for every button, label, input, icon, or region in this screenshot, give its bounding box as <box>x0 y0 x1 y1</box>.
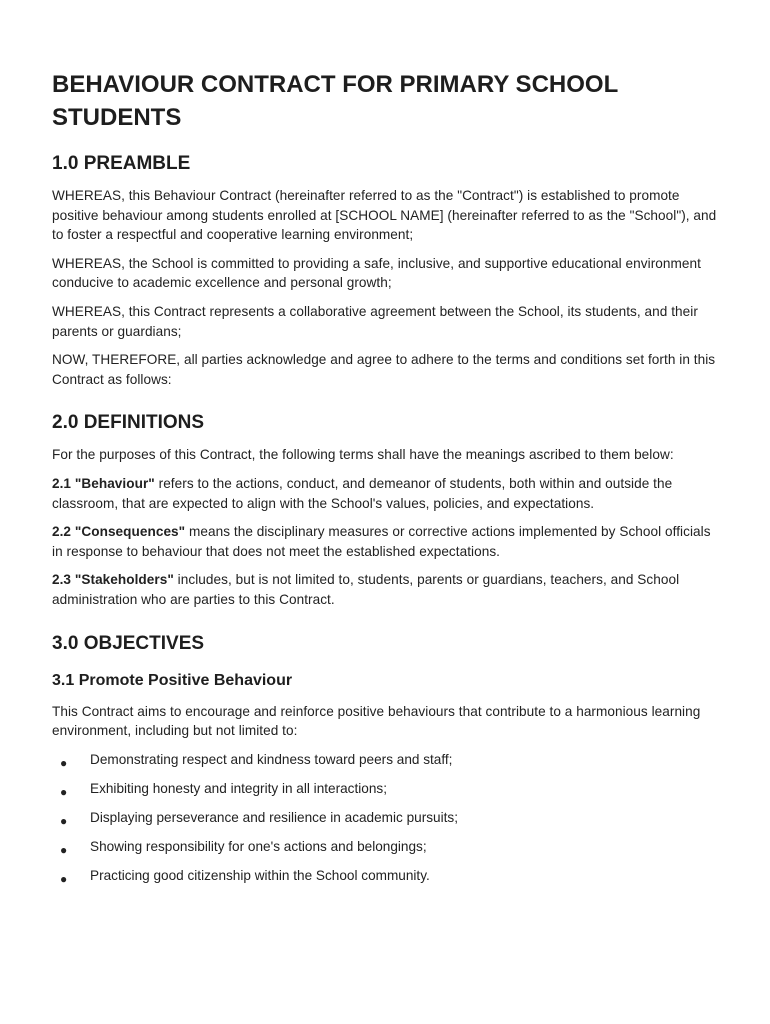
definition-item <box>52 522 720 561</box>
definition-text: includes, but is not limited to, students, parents or guardians, teachers, and School administration who are parties to this Contract. <box>52 572 680 607</box>
objectives-intro: This Contract aims to encourage and reinforce positive behaviours that contribute to a harmonious learning environment, including but not limited to: <box>52 703 701 739</box>
definition-term: 2.3 "Stakeholders" <box>52 572 174 588</box>
preamble-paragraph: NOW, THEREFORE, all parties acknowledge and agree to adhere to the terms and conditions set forth in this Contract as follows: <box>52 352 716 387</box>
subsection-promote-positive-behaviour <box>52 670 720 886</box>
definitions-heading: 2.0 DEFINITIONS <box>52 412 205 434</box>
bullet-icon: ● <box>60 784 68 799</box>
subsection-heading: 3.1 Promote Positive Behaviour <box>52 671 293 689</box>
definition-term: 2.1 "Behaviour" <box>52 475 155 491</box>
behaviour-list <box>52 750 720 886</box>
list-item-text: Demonstrating respect and kindness toward peers and staff; <box>90 751 453 767</box>
preamble-heading: 1.0 PREAMBLE <box>52 153 191 174</box>
definition-text: means the disciplinary measures or corrective actions implemented by School officials in response to behaviour that does not meet the established expectations. <box>52 524 711 559</box>
definition-item <box>52 474 720 513</box>
definition-term: 2.2 "Consequences" <box>52 524 186 540</box>
list-item <box>52 837 720 857</box>
section-objectives <box>52 632 720 886</box>
list-item <box>52 779 720 799</box>
definition-text: refers to the actions, conduct, and demeanor of students, both within and outside the classroom, that are expected to align with the School's values, policies, and expectations. <box>52 475 673 511</box>
definitions-intro: For the purposes of this Contract, the following terms shall have the meanings ascribed to them below: <box>52 447 674 463</box>
preamble-paragraph: WHEREAS, this Behaviour Contract (hereinafter referred to as the "Contract") is established to promote positive behaviour among students enrolled at [SCHOOL NAME] (hereinafter referred to as the "School"), and to foster a respectful and cooperative learning environment; <box>52 188 717 243</box>
preamble-paragraph: WHEREAS, the School is committed to providing a safe, inclusive, and supportive educational environment conducive to academic excellence and personal growth; <box>52 255 701 291</box>
preamble-paragraph: WHEREAS, this Contract represents a collaborative agreement between the School, its students, and their parents or guardians; <box>52 303 698 339</box>
bullet-icon: ● <box>60 872 68 887</box>
list-item <box>52 808 720 828</box>
definition-item <box>52 570 720 609</box>
list-item-text: Practicing good citizenship within the School community. <box>90 868 430 884</box>
document-title: BEHAVIOUR CONTRACT FOR PRIMARY SCHOOL STUDENTS <box>52 71 618 131</box>
list-item-text: Showing responsibility for one's actions and belongings; <box>90 838 427 854</box>
objectives-heading: 3.0 OBJECTIVES <box>52 632 205 654</box>
bullet-icon: ● <box>60 755 68 770</box>
list-item <box>52 866 720 886</box>
list-item-text: Displaying perseverance and resilience in academic pursuits; <box>90 809 458 825</box>
list-item <box>52 750 720 770</box>
bullet-icon: ● <box>60 813 68 828</box>
section-preamble <box>52 152 720 389</box>
bullet-icon: ● <box>60 842 68 857</box>
list-item-text: Exhibiting honesty and integrity in all interactions; <box>90 780 387 796</box>
section-definitions <box>52 411 720 609</box>
